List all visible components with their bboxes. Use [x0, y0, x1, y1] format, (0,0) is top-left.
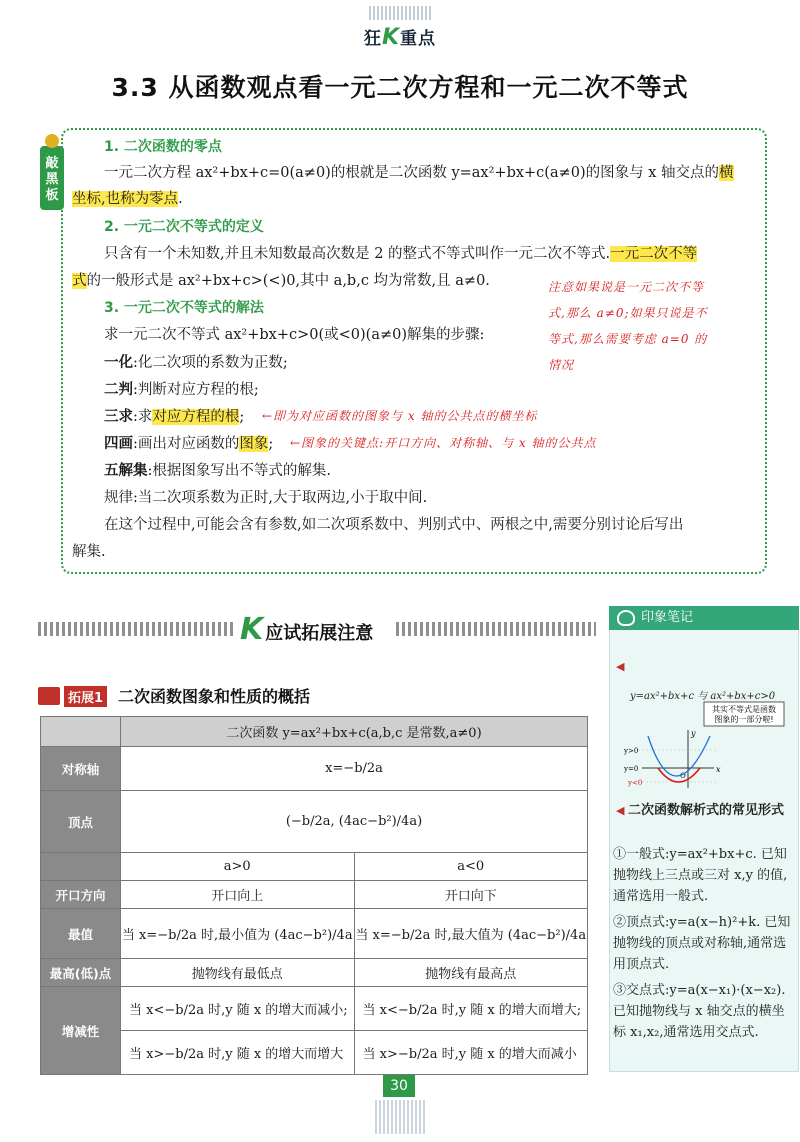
paragraph: 在这个过程中,可能会含有参数,如二次项系数中、判别式中、两根之中,需要分别讨论后写出	[104, 517, 684, 533]
parabola-curve	[648, 736, 710, 776]
paragraph: 一元二次方程 ax²+bx+c=0(a≠0)的根就是二次函数 y=ax²+bx+c(a≠0)的图象与 x 轴交点的横	[104, 165, 734, 181]
table-cell: 当 x<−b/2a 时,y 随 x 的增大而增大;	[354, 987, 588, 1031]
row-label: 最值	[41, 909, 121, 959]
book-icon	[38, 687, 60, 705]
step-5: 五解集:根据图象写出不等式的解集.	[104, 463, 331, 479]
page-number: 30	[383, 1075, 415, 1097]
row-label: 开口方向	[41, 881, 121, 909]
table-row	[41, 717, 588, 747]
graph-label: y=0	[624, 765, 639, 773]
side-note: ③交点式:y=a(x−x₁)·(x−x₂). 已知抛物线与 x 轴交点的横坐标 x₁,x₂,通常选用交点式.	[613, 983, 786, 1040]
table-row	[41, 959, 588, 987]
handwritten-note: 式,那么 a≠0;如果只说是不	[548, 306, 708, 320]
table-row	[41, 987, 588, 1031]
triangle-marker-icon: ◀	[616, 804, 625, 817]
table-cell: 当 x<−b/2a 时,y 随 x 的增大而减小;	[121, 987, 355, 1031]
graph-callout-text: 其实不等式是函数	[712, 705, 776, 714]
sidebar-tag: 敲黑板	[40, 146, 64, 210]
row-label: 对称轴	[41, 747, 121, 791]
row-label: 顶点	[41, 791, 121, 853]
page-title: 3.3 从函数观点看一元二次方程和一元二次不等式	[111, 73, 689, 102]
parabola-graph	[612, 700, 796, 792]
row-label: 增减性	[41, 987, 121, 1075]
side-note: ②顶点式:y=a(x−h)²+k. 已知抛物线的顶点或对称轴,通常选用顶点式.	[613, 915, 791, 972]
section-heading: 3. 一元二次不等式的解法	[104, 300, 264, 316]
paragraph: 规律:当二次项系数为正时,大于取两边,小于取中间.	[104, 490, 428, 506]
handwritten-note: ←即为对应函数的图象与 x 轴的公共点的横坐标	[262, 409, 538, 423]
row-label	[41, 853, 121, 881]
extension-label: 拓展1	[64, 686, 107, 707]
vertex-value: (−b/2a, (4ac−b²)/4a)	[121, 791, 588, 853]
side-notes-header: 印象笔记	[609, 606, 799, 630]
properties-table	[40, 716, 588, 1075]
brand-logo	[355, 6, 445, 50]
table-row	[41, 909, 588, 959]
table-row	[41, 853, 588, 881]
triangle-marker-icon: ◀	[616, 660, 625, 673]
handwritten-note: 等式,那么需要考虑 a=0 的	[548, 332, 708, 346]
table-row	[41, 1031, 588, 1075]
table-row	[41, 747, 588, 791]
paragraph: 解集.	[72, 544, 106, 560]
side-section-title: 二次函数解析式的常见形式	[628, 803, 785, 818]
paragraph: 只含有一个未知数,并且未知数最高次数是 2 的整式不等式叫作一元二次不等式.一元二次不等	[104, 246, 698, 262]
table-cell: 开口向下	[354, 881, 588, 909]
section-title: K应试拓展注意	[240, 612, 374, 647]
table-cell: 当 x>−b/2a 时,y 随 x 的增大而减小	[354, 1031, 588, 1075]
paragraph: 式的一般形式是 ax²+bx+c>(<)0,其中 a,b,c 均为常数,且 a≠0.	[72, 273, 490, 289]
table-header: 二次函数 y=ax²+bx+c(a,b,c 是常数,a≠0)	[121, 717, 588, 747]
table-cell: 抛物线有最低点	[121, 959, 355, 987]
table-cell: 开口向上	[121, 881, 355, 909]
table-corner	[41, 717, 121, 747]
step-1: 一化:化二次项的系数为正数;	[104, 355, 288, 371]
axis-origin: O	[680, 772, 686, 780]
step-4: 四画:画出对应函数的图象;	[104, 436, 274, 452]
axis-label-x: x	[716, 765, 721, 774]
table-cell: 当 x=−b/2a 时,最大值为 (4ac−b²)/4a	[354, 909, 588, 959]
handwritten-note: 注意如果说是一元二次不等	[548, 280, 705, 294]
table-cell: 当 x=−b/2a 时,最小值为 (4ac−b²)/4a	[121, 909, 355, 959]
brand-name: 狂K重点	[363, 25, 437, 50]
axis-value: x=−b/2a	[121, 747, 588, 791]
axis-label-y: y	[691, 729, 696, 738]
graph-label: y>0	[624, 747, 639, 755]
table-cell: 抛物线有最高点	[354, 959, 588, 987]
step-2: 二判:判断对应方程的根;	[104, 382, 259, 398]
column-head-positive: a>0	[121, 853, 355, 881]
table-cell: 当 x>−b/2a 时,y 随 x 的增大而增大	[121, 1031, 355, 1075]
column-head-negative: a<0	[354, 853, 588, 881]
acorn-icon	[45, 134, 59, 148]
brand-stripes	[369, 6, 431, 20]
footer-stripes	[375, 1100, 425, 1134]
handwritten-note: ←图象的关键点:开口方向、对称轴、与 x 轴的公共点	[290, 436, 597, 450]
graph-title: y=ax²+bx+c 与 ax²+bx+c>0	[630, 691, 776, 702]
handwritten-note: 情况	[548, 358, 575, 372]
side-note: ①一般式:y=ax²+bx+c. 已知抛物线上三点或三对 x,y 的值,通常选用一般式.	[613, 847, 788, 904]
dotted-rule-right	[396, 622, 596, 636]
section-heading: 2. 一元二次不等式的定义	[104, 219, 264, 235]
graph-label: y<0	[628, 779, 643, 787]
section-heading: 1. 二次函数的零点	[104, 139, 222, 155]
graph-callout-text: 图象的一部分啦!	[714, 715, 774, 724]
elephant-icon	[617, 610, 635, 626]
paragraph: 求一元二次不等式 ax²+bx+c>0(或<0)(a≠0)解集的步骤:	[104, 327, 485, 343]
table-row	[41, 791, 588, 853]
extension-title: 二次函数图象和性质的概括	[118, 687, 311, 706]
table-row	[41, 881, 588, 909]
step-3: 三求:求对应方程的根;	[104, 409, 245, 425]
row-label: 最高(低)点	[41, 959, 121, 987]
dotted-rule-left	[38, 622, 234, 636]
paragraph: 坐标,也称为零点.	[72, 191, 183, 207]
